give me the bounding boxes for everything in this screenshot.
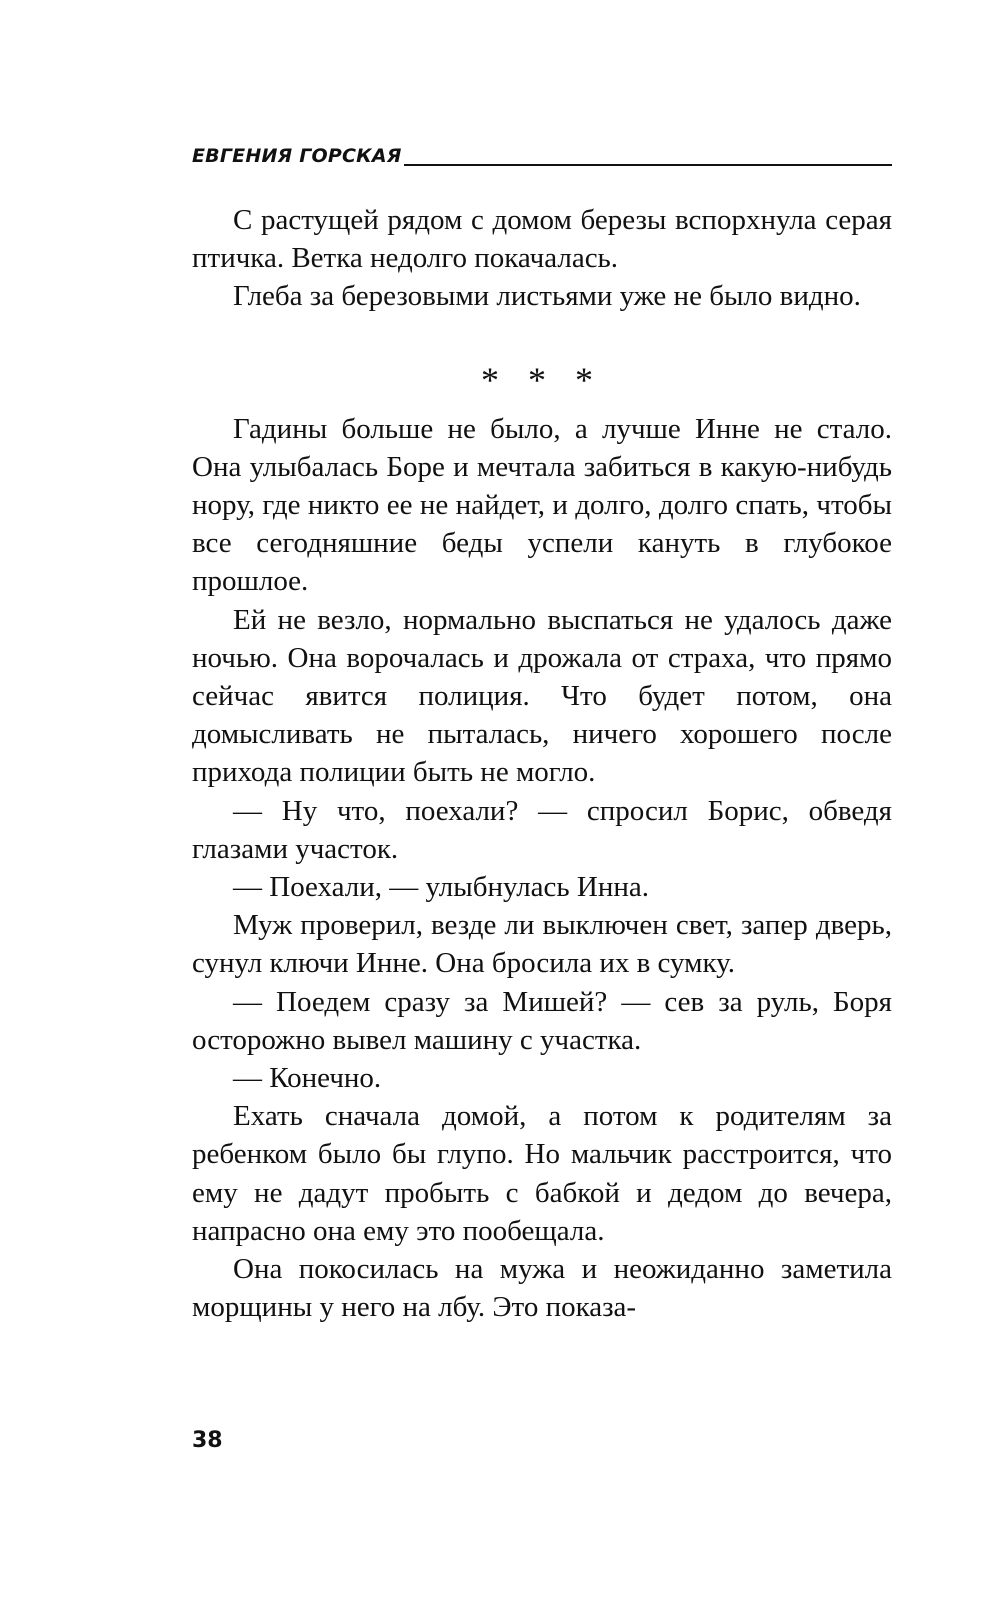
- body-text: [192, 201, 892, 1326]
- paragraph: Ей не везло, нормально выспаться не удалось даже ночью. Она ворочалась и дрожала от страха, что прямо сейчас явится полиция. Что будет потом, она домысливать не пыталась, ничего хорошего после прихода полиции быть не могло.: [192, 603, 892, 789]
- dialogue-line: — Конечно.: [233, 1062, 382, 1095]
- paragraph: Ехать сначала домой, а потом к родителям за ребенком было бы глупо. Но мальчик расстроится, что ему не дадут пробыть с бабкой и дедом до вечера, напрасно она ему это пообещала.: [192, 1100, 892, 1247]
- header-rule: [404, 164, 892, 166]
- section-separator: * * *: [481, 359, 603, 400]
- header-author: ЕВГЕНИЯ ГОРСКАЯ: [192, 145, 402, 167]
- paragraph: Глеба за березовыми листьями уже не было видно.: [233, 280, 861, 313]
- dialogue-line: — Поехали, — улыбнулась Инна.: [233, 871, 649, 904]
- running-header: [192, 137, 892, 167]
- dialogue-line: — Поедем сразу за Мишей? — сев за руль, Боря осторожно вывел машину с участка.: [192, 985, 892, 1056]
- dialogue-line: — Ну что, поехали? — спросил Борис, обведя глазами участок.: [192, 794, 892, 865]
- section-gap: [192, 316, 892, 354]
- paragraph: Она покосилась на мужа и неожиданно заметила морщины у него на лбу. Это показа-: [192, 1253, 892, 1324]
- paragraph: С растущей рядом с домом березы вспорхнула серая птичка. Ветка недолго покачалась.: [192, 204, 892, 275]
- paragraph: Гадины больше не было, а лучше Инне не стало. Она улыбалась Боре и мечтала забиться в какую-нибудь нору, где никто ее не найдет, и долго, долго спать, чтобы все сегодняшние беды успели кануть в глубокое прошлое.: [192, 412, 892, 598]
- paragraph: Муж проверил, везде ли выключен свет, запер дверь, сунул ключи Инне. Она бросила их в сумку.: [192, 909, 892, 980]
- page-number: 38: [192, 1428, 223, 1453]
